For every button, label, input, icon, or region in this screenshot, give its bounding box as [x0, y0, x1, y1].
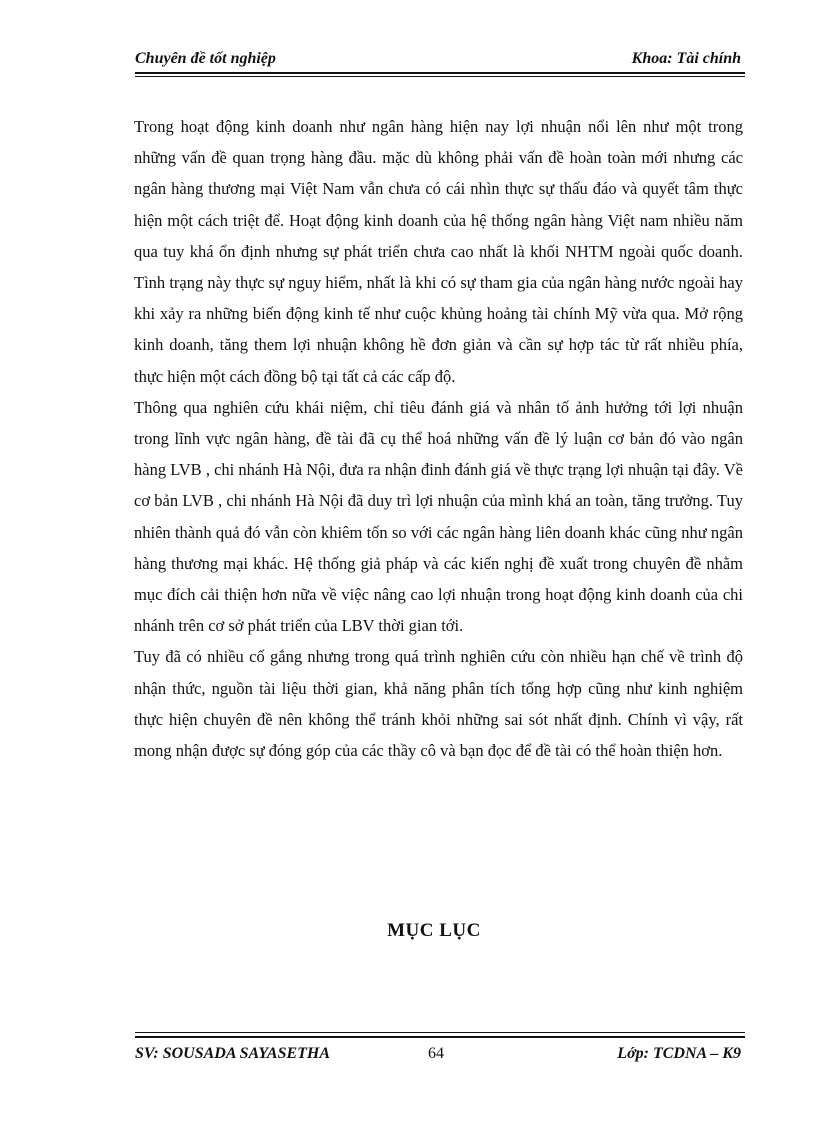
footer-class: Lớp: TCDNA – K9 — [617, 1045, 741, 1062]
page-header — [135, 50, 745, 72]
header-divider — [135, 72, 745, 74]
header-divider-thin — [135, 76, 745, 77]
paragraph-conclusion: Tuy đã có nhiều cố gắng nhưng trong quá trình nghiên cứu còn nhiều hạn chế về trình độ nhận thức, nguồn tài liệu thời gian, khả năng phân tích tổng hợp cũng như kinh nghiệm thực hiện chuyên đề nên không thể tránh khỏi những sai sót nhất định. Chính vì vậy, rất mong nhận được sự đóng góp của các thầy cô và bạn đọc để đề tài có thể hoàn thiện hơn. — [134, 647, 743, 761]
footer-student-name: SV: SOUSADA SAYASETHA — [135, 1045, 331, 1062]
table-of-contents-title: MỤC LỤC — [387, 920, 481, 941]
paragraph-summary: Thông qua nghiên cứu khái niệm, chỉ tiêu đánh giá và nhân tố ảnh hưởng tới lợi nhuận trong lĩnh vực ngân hàng, đề tài đã cụ thể hoá những vấn đề lý luận cơ bản đó vào ngân hàng LVB , chi nhánh Hà Nội, đưa ra nhận đinh đánh giá về thực trạng lợi nhuận tại đây. Về cơ bản LVB , chi nhánh Hà Nội đã duy trì lợi nhuận của mình khá an toàn, tăng trưởng. Tuy nhiên thành quả đó vẫn còn khiêm tốn so với các ngân hàng liên doanh khác cũng như ngân hàng thương mại khác. Hệ thống giả pháp và các kiến nghị đề xuất trong chuyên đề nhằm mục đích cải thiện hơn nữa về việc nâng cao lợi nhuận trong hoạt động kinh doanh của chi nhánh trên cơ sở phát triển của LBV thời gian tới. — [134, 397, 743, 636]
body-text — [134, 111, 743, 766]
footer-divider-thin — [135, 1032, 745, 1033]
footer-divider — [135, 1036, 745, 1038]
paragraph-intro: Trong hoạt động kinh doanh như ngân hàng hiện nay lợi nhuận nổi lên như một trong những vấn đề quan trọng hàng đầu. mặc dù không phải vấn đề hoàn toàn mới nhưng các ngân hàng thương mại Việt Nam vẫn chưa có cái nhìn thực sự thấu đáo và quyết tâm thực hiện một cách triệt để. Hoạt động kinh doanh của hệ thống ngân hàng Việt nam nhiều năm qua tuy khá ổn định nhưng sự phát triển chưa cao nhất là khối NHTM ngoài quốc doanh. Tình trạng này thực sự nguy hiểm, nhất là khi có sự tham gia của ngân hàng nước ngoài hay khi xảy ra những biến động kinh tế như cuộc khủng hoảng tài chính Mỹ vừa qua. Mở rộng kinh doanh, tăng them lợi nhuận không hề đơn giản và cần sự hợp tác từ rất nhiều phía, thực hiện một cách đồng bộ tại tất cả các cấp độ. — [134, 117, 743, 386]
page-footer — [135, 1045, 745, 1069]
header-document-type: Chuyên đề tốt nghiệp — [135, 50, 276, 67]
page-number: 64 — [428, 1045, 444, 1062]
header-faculty: Khoa: Tài chính — [631, 50, 741, 67]
